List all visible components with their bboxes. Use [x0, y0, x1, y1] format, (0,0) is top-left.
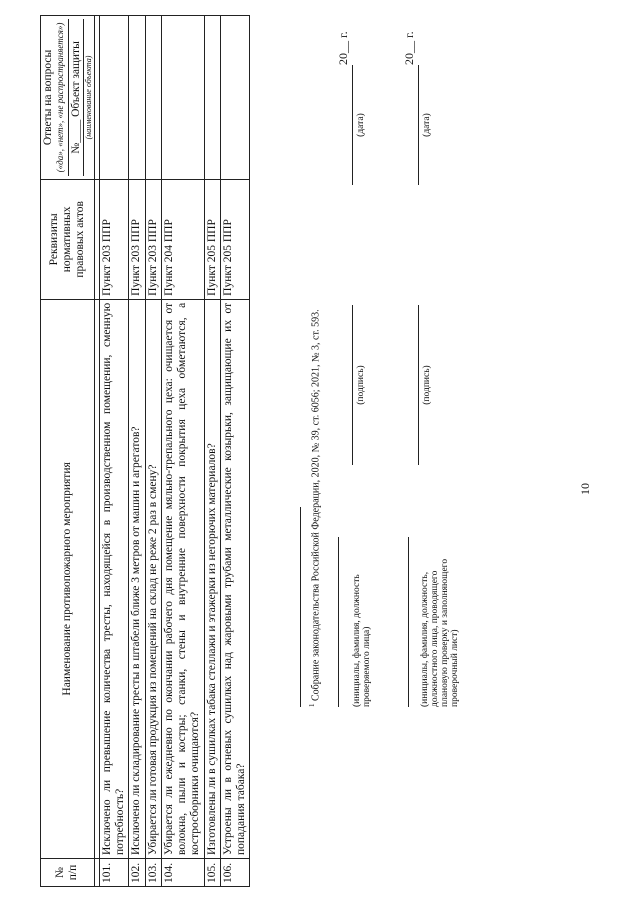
footnote [308, 309, 321, 707]
header-object-name: (наименование объекта) [83, 19, 93, 176]
signer-name-line-2[interactable] [408, 537, 409, 707]
header-answers [41, 16, 95, 180]
header-num: № п/п [41, 859, 95, 887]
row-act: Пункт 205 ППР [220, 179, 249, 299]
row-text: Изготовлены ли в сушилках табака стеллажи и этажерки из негорючих материалов? [204, 299, 220, 858]
row-text: Исключено ли превышение количества тресты, находящейся в производственном помещении, сменную потребность? [99, 299, 128, 858]
date-year-1: 20__ г. [336, 31, 350, 65]
row-answer-cell[interactable] [99, 16, 128, 180]
table-row [145, 16, 161, 887]
table-header-row [41, 16, 95, 887]
table-row [204, 16, 220, 887]
header-answers-title: Ответы на вопросы [42, 49, 54, 146]
page-number: 10 [578, 483, 592, 495]
row-num: 102. [129, 859, 145, 887]
row-act: Пункт 205 ППР [204, 179, 220, 299]
row-text: Устроены ли в огневых сушилках над жаровыми трубами металлические козырьки, защищающие их от попадания табака? [220, 299, 249, 858]
row-act: Пункт 203 ППР [99, 179, 128, 299]
signature-line-2[interactable] [418, 305, 419, 465]
date-caption-1: (дата) [356, 113, 366, 137]
header-answers-options: («да», «нет», «не распространяется») [55, 22, 66, 173]
signer-label-1: (инициалы, фамилия, должность проверяемого лица) [352, 574, 372, 707]
table-row [220, 16, 249, 887]
row-act: Пункт 203 ППР [145, 179, 161, 299]
footnote-text: Собрание законодательства Российской Федерации, 2020, № 39, ст. 6056; 2021, № 3, ст. 593. [310, 309, 322, 701]
signer-name-line-1[interactable] [338, 537, 339, 707]
table-row [99, 16, 128, 887]
row-act: Пункт 203 ППР [129, 179, 145, 299]
row-text: Исключено ли складирование тресты в штабели ближе 3 метров от машин и агрегатов? [129, 299, 145, 858]
header-acts: Реквизиты нормативных правовых актов [41, 179, 95, 299]
signer-label-2: (инициалы, фамилия, должность, должностного лица, проводящего плановую проверку и заполняющего проверочный лист) [420, 558, 460, 707]
date-caption-2: (дата) [422, 113, 432, 137]
row-answer-cell[interactable] [129, 16, 145, 180]
date-line-2[interactable] [418, 65, 419, 185]
row-num: 103. [145, 859, 161, 887]
signature-caption-1: (подпись) [356, 365, 366, 405]
row-answer-cell[interactable] [204, 16, 220, 180]
signature-caption-2: (подпись) [422, 365, 432, 405]
table-row [129, 16, 145, 887]
checklist-table [40, 15, 250, 887]
header-name: Наименование противопожарного мероприятия [41, 299, 95, 858]
row-num: 104. [161, 859, 204, 887]
row-num: 105. [204, 859, 220, 887]
row-answer-cell[interactable] [220, 16, 249, 180]
row-num: 106. [220, 859, 249, 887]
row-act: Пункт 204 ППР [161, 179, 204, 299]
row-text: Убирается ли готовая продукция из помещений на склад не реже 2 раз в смену? [145, 299, 161, 858]
row-answer-cell[interactable] [145, 16, 161, 180]
header-object-label: №____ Объект защиты [68, 19, 83, 176]
row-answer-cell[interactable] [161, 16, 204, 180]
table-row [161, 16, 204, 887]
date-line-1[interactable] [352, 65, 353, 185]
row-num: 101. [99, 859, 128, 887]
footnote-separator [300, 507, 301, 707]
footnote-mark: 1 [308, 703, 316, 707]
date-year-2: 20__ г. [402, 31, 416, 65]
row-text: Убирается ли ежедневно по окончании рабочего дня помещение мяльно-трепального цеха: очищается от волокна, пыли и костры; станки, стены и внутренние поверхности покрытия цеха обметаются, а костросборники очищаются? [161, 299, 204, 858]
signature-line-1[interactable] [352, 305, 353, 465]
